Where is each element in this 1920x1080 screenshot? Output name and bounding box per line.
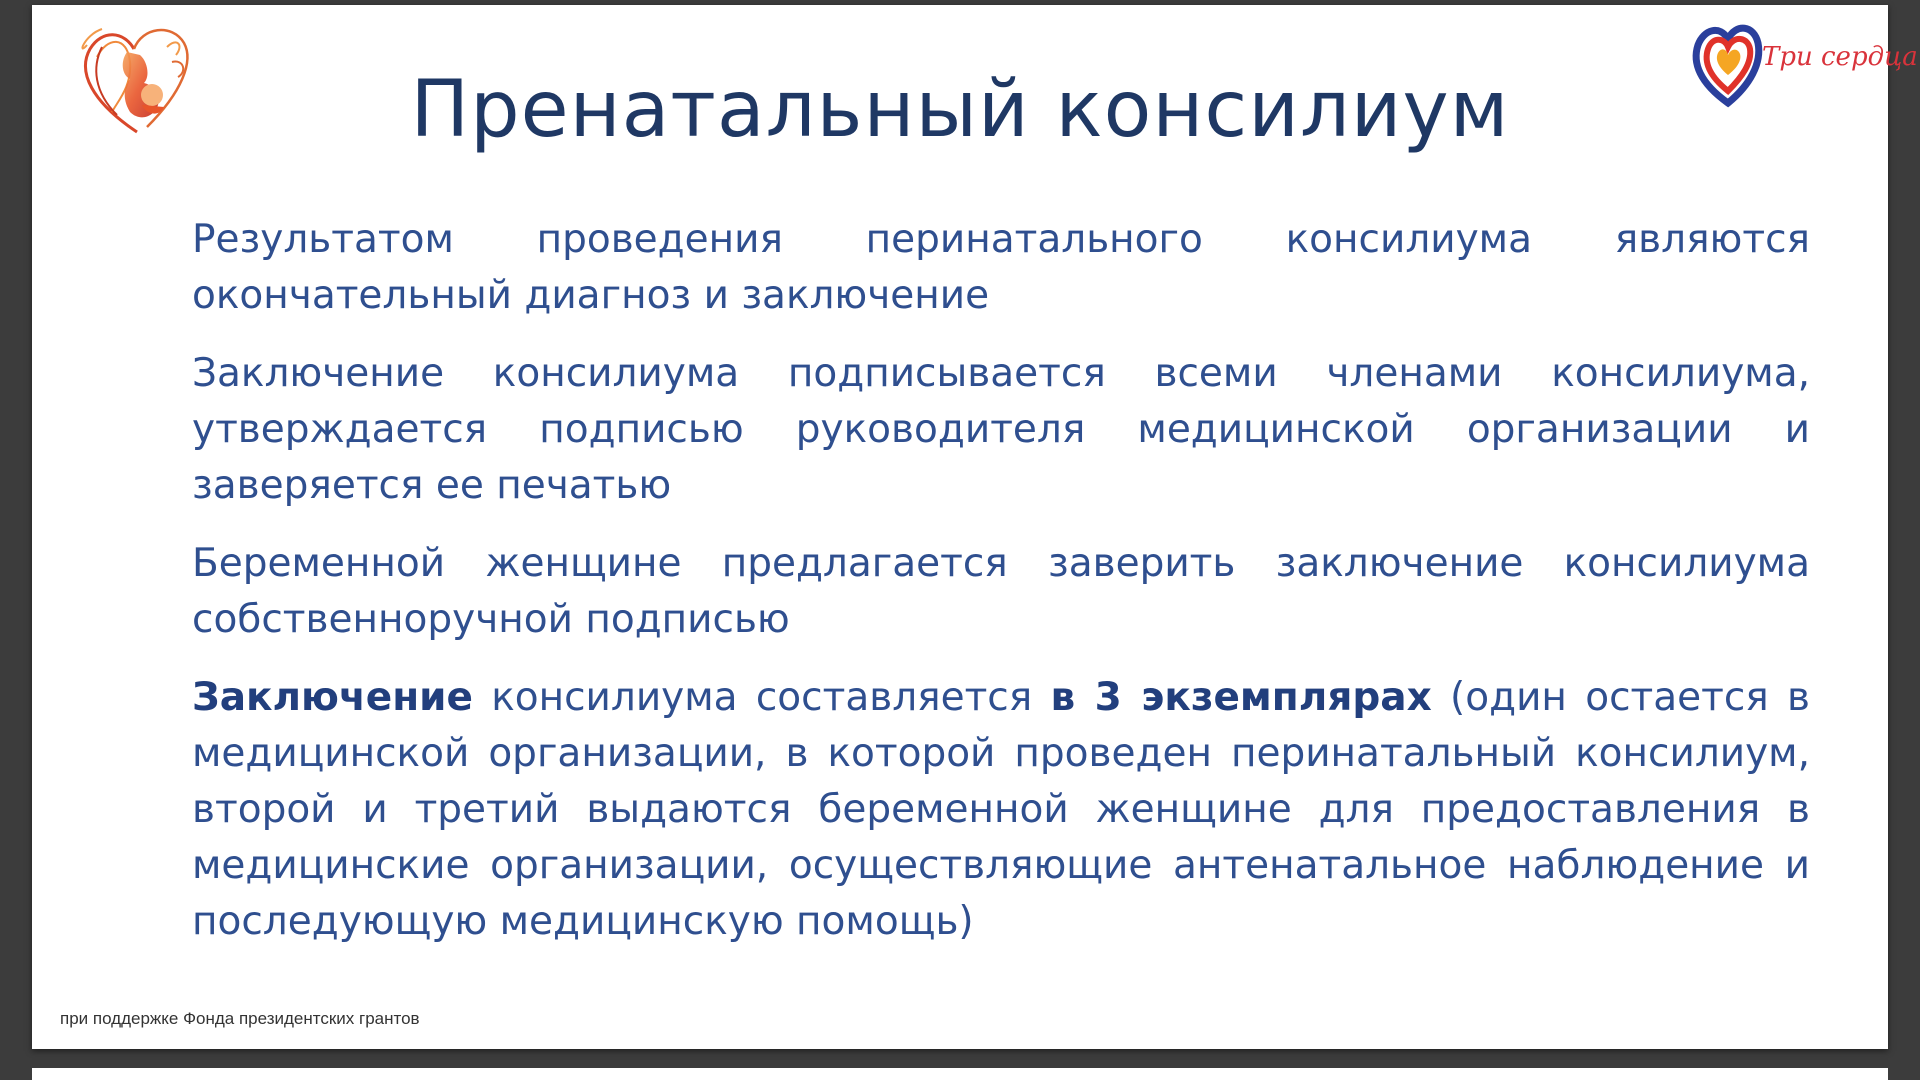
paragraph-4-bold-2: в 3 экземплярах xyxy=(1050,675,1432,720)
paragraph-2: Заключение консилиума подписывается всеми членами консилиума, утверждается подписью руководителя медицинской организации и заверяется ее печатью xyxy=(192,351,1810,508)
slide-footer: при поддержке Фонда президентских грантов xyxy=(60,1009,420,1028)
paragraph-4 xyxy=(192,670,1810,950)
slide-title: Пренатальный консилиум xyxy=(410,65,1510,155)
paragraph-1: Результатом проведения перинатального консилиума являются окончательный диагноз и заключение xyxy=(192,217,1810,318)
paragraph-4-text-1: консилиума составляется xyxy=(472,675,1051,720)
paragraph-3: Беременной женщине предлагается заверить заключение консилиума собственноручной подписью xyxy=(192,541,1810,642)
paragraph-4-bold-1: Заключение xyxy=(192,675,473,720)
slide-body xyxy=(192,212,1810,972)
logo-right-text: Три сердца xyxy=(1762,42,1918,72)
slide xyxy=(32,5,1918,1049)
next-slide-edge xyxy=(32,1068,1888,1080)
paragraph-4-text-2: (один остается в медицинской организации, в которой проведен перинатальный консилиум, второй и третий выдаются беременной женщине для предоставления в медицинские организации, осуществляющие антенатальное наблюдение и последующую медицинскую помощь) xyxy=(192,675,1811,944)
